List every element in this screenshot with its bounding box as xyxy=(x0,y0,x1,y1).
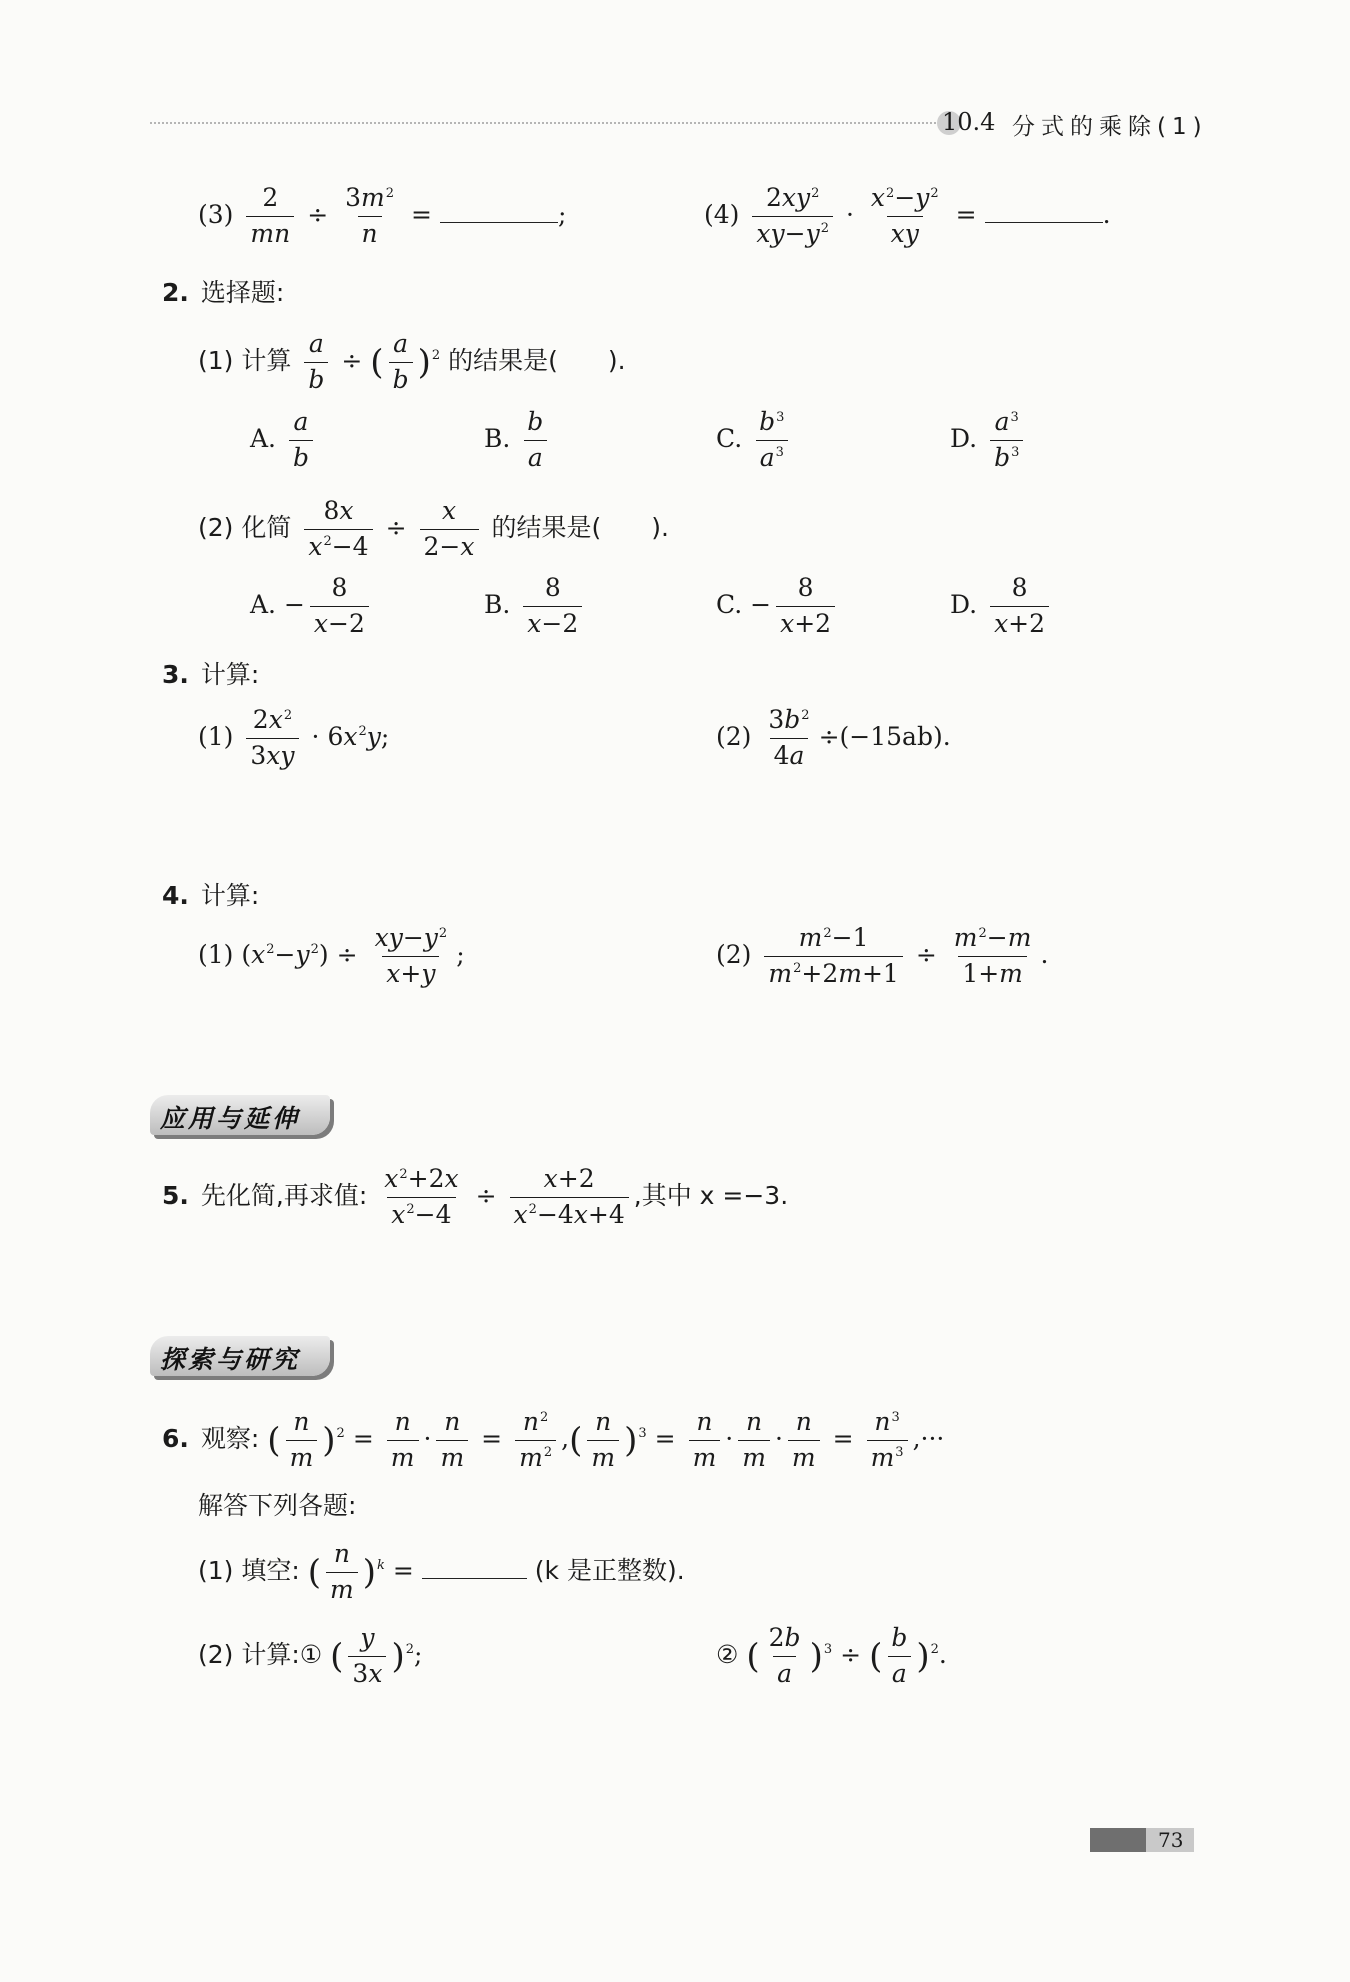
q4-heading: 4. 计算: xyxy=(162,881,260,910)
q2-part1: (1) 计算 $\frac{a}{b}$ ÷ ( $\frac{a}{b}$ )$^2$ 的结果是( ). xyxy=(198,329,626,394)
q6-observe: 6. 观察: ( $\frac{n}{m}$ )$^2$ = $\frac{n}{m}$ · $\frac{n}{m}$ = $\frac{n^2}{m^2}$ ,( $\frac{n}{m}$ )$^3$ = $\frac{n}{m}$ · $\frac{n}{m}$ · $\frac{n}{m}$ = $\frac{n^3}{m^3}$ ,··· xyxy=(162,1407,945,1472)
q6-part1: (1) 填空: ( $\frac{n}{m}$ )$^k$ = (k 是正整数). xyxy=(198,1539,685,1604)
q3-part1: (1) $\frac{2x^2}{3xy}$ · $6x^2y$; xyxy=(198,705,390,770)
q3-heading: 3. 计算: xyxy=(162,660,260,689)
q2-part1-option-d[interactable]: D. $\frac{a^3}{b^3}$ xyxy=(950,408,1028,473)
q1-part4-label: (4) xyxy=(704,199,740,229)
q2-part2-option-b[interactable]: B. $\frac{8}{x-2}$ xyxy=(484,574,587,639)
q3-part2: (2) $\frac{3b^2}{4a}$ ÷(−15ab). xyxy=(716,705,951,770)
q2-part2-option-c[interactable]: C. − $\frac{8}{x+2}$ xyxy=(716,574,840,639)
q6-part2b: ② ( $\frac{2b}{a}$ )$^3$ ÷ ( $\frac{b}{a}$ )$^2$. xyxy=(716,1623,947,1688)
q1-part3-blank[interactable] xyxy=(440,222,558,223)
q1-part3-label: (3) xyxy=(198,199,234,229)
q1-part4-blank[interactable] xyxy=(985,222,1103,223)
page-number: 73 xyxy=(1158,1828,1184,1852)
q1-part4: (4) $\frac{2xy^2}{xy-y^2}$ · $\frac{x^2-y^2}{xy}$ = . xyxy=(704,183,1111,248)
q2-part2-option-a[interactable]: A. − $\frac{8}{x-2}$ xyxy=(250,574,374,639)
header-rule xyxy=(150,122,940,124)
q2-part2: (2) 化简 $\frac{8x}{x^2-4}$ ÷ $\frac{x}{2-x}$ 的结果是( ). xyxy=(198,496,669,561)
q4-part2: (2) $\frac{m^2-1}{m^2+2m+1}$ ÷ $\frac{m^2-m}{1+m}$ . xyxy=(716,923,1049,988)
q4-part1: (1) $(x^2-y^2)$ ÷ $\frac{xy-y^2}{x+y}$ ; xyxy=(198,923,465,988)
section-explore-banner: 探索与研究 xyxy=(150,1336,330,1376)
q2-heading: 2. 选择题: xyxy=(162,278,285,307)
q5: 5. 先化简,再求值: $\frac{x^2+2x}{x^2-4}$ ÷ $\frac{x+2}{x^2-4x+4}$ ,其中 x =−3. xyxy=(162,1164,789,1229)
q2-part2-option-d[interactable]: D. $\frac{8}{x+2}$ xyxy=(950,574,1054,639)
q2-part1-option-c[interactable]: C. $\frac{b^3}{a^3}$ xyxy=(716,408,793,473)
q2-part1-option-b[interactable]: B. $\frac{b}{a}$ xyxy=(484,408,552,473)
header-title: 分式的乘除(1) xyxy=(1012,114,1208,140)
q1-part3: (3) $\frac{2}{mn}$ ÷ $\frac{3m^2}{n}$ = ; xyxy=(198,183,567,248)
q2-part1-option-a[interactable]: A. $\frac{a}{b}$ xyxy=(250,408,318,473)
q6-part1-blank[interactable] xyxy=(422,1578,527,1579)
q6-subheading: 解答下列各题: xyxy=(198,1491,357,1520)
section-apply-banner: 应用与延伸 xyxy=(150,1095,330,1135)
page-number-bar xyxy=(1090,1828,1146,1852)
header-section-number: 10.4 xyxy=(942,108,996,136)
q6-part2: (2) 计算:① ( $\frac{y}{3x}$ )$^2$; xyxy=(198,1623,423,1688)
